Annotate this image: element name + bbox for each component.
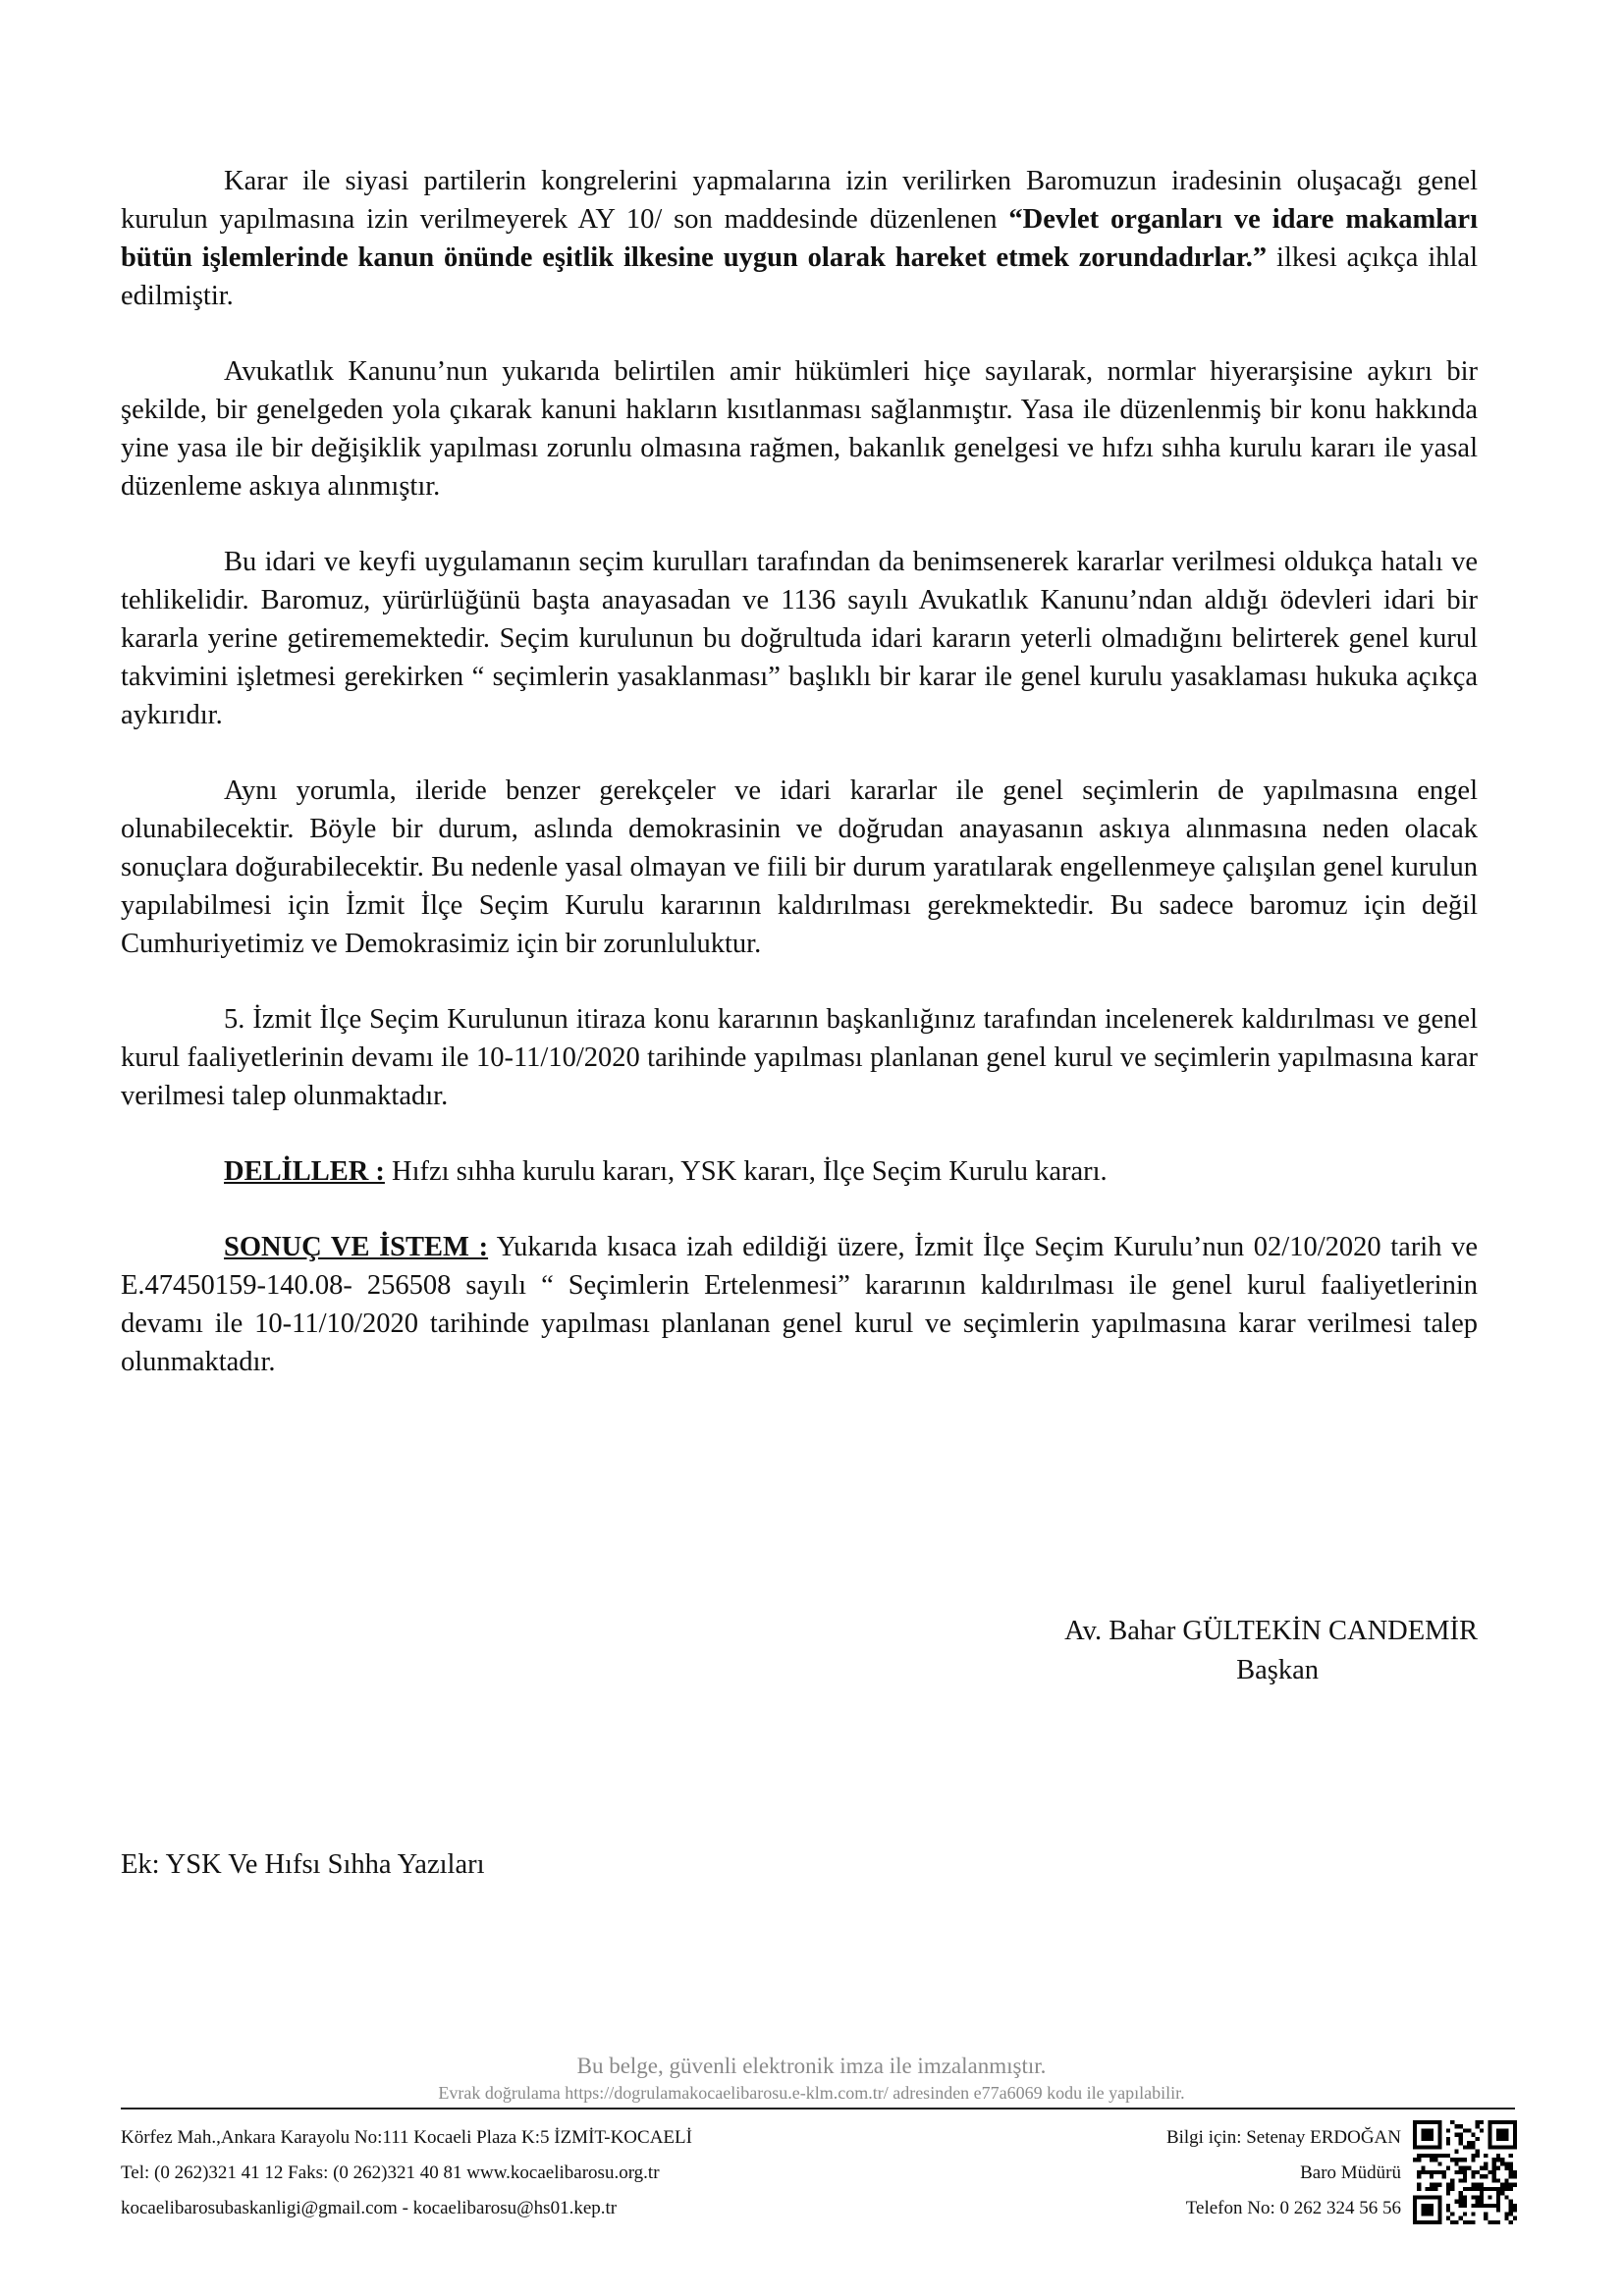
footer-info-contact: Bilgi için: Setenay ERDOĞAN xyxy=(1165,2127,1401,2148)
attachment-note: Ek: YSK Ve Hıfsı Sıhha Yazıları xyxy=(121,1849,485,1880)
paragraph xyxy=(121,352,1478,506)
paragraph xyxy=(121,1000,1478,1115)
footer-contact-left xyxy=(121,2120,692,2226)
footer-info-role: Baro Müdürü xyxy=(1300,2163,1401,2183)
footer-address: Körfez Mah.,Ankara Karayolu No:111 Kocaeli Plaza K:5 İZMİT-KOCAELİ xyxy=(121,2127,692,2148)
section-heading: SONUÇ VE İSTEM : xyxy=(224,1232,489,1262)
paragraph-text: Yukarıda kısaca izah edildiği üzere, İzmit İlçe Seçim Kurulu’nun 02/10/2020 tarih ve E.47450159-140.08- 256508 sayılı “ Seçimlerin Ertelenmesi” kararının kaldırılması ile genel kurul faaliyetlerinin devamı ile 10-11/10/2020 tarihinde yapılması planlanan genel kurul ve seçimlerin yapılmasına karar verilmesi talep olunmaktadır. xyxy=(121,1232,1478,1377)
footer-info-phone: Telefon No: 0 262 324 56 56 xyxy=(1185,2198,1401,2218)
signature-block xyxy=(962,1612,1478,1690)
paragraph-text: Avukatlık Kanunu’nun yukarıda belirtilen amir hükümleri hiçe sayılarak, normlar hiyerarşisine aykırı bir şekilde, bir genelgeden yola çıkarak kanuni hakların kısıtlanması sağlanmıştır. Yasa ile düzenlenmiş bir konu hakkında yine yasa ile bir değişiklik yapılması zorunlu olmasına rağmen, bakanlık genelgesi ve hıfzı sıhha kurulu kararı ile yasal düzenleme askıya alınmıştır. xyxy=(121,356,1478,502)
paragraph xyxy=(121,1228,1478,1381)
section-heading: DELİLLER : xyxy=(224,1156,385,1187)
verification-note: Evrak doğrulama https://dogrulamakocaelibarosu.e-klm.com.tr/ adresinden e77a6069 kodu ile yapılabilir. xyxy=(438,2083,1185,2103)
paragraph xyxy=(121,772,1478,963)
paragraph-text: Aynı yorumla, ileride benzer gerekçeler ve idari kararlar ile genel seçimlerin de yapılmasına engel olunabilecektir. Böyle bir durum, aslında demokrasinin ve doğrudan anayasanın askıya alınmasına neden olacak sonuçlara doğurabilecektir. Bu nedenle yasal olmayan ve fiili bir durum yaratılarak engellenmeye çalışılan genel kurulun yapılabilmesi için İzmit İlçe Seçim Kurulu kararının kaldırılması gerekmektedir. Bu sadece baromuz için değil Cumhuriyetimiz ve Demokrasimiz için bir zorunluluktur. xyxy=(121,775,1478,959)
paragraph-text: “Devlet organları ve idare makamları bütün işlemlerinde kanun önünde eşitlik ilkesine uygun olarak hareket etmek zorundadırlar.” xyxy=(121,204,1479,273)
document-body xyxy=(121,162,1478,1418)
e-signature-statement: Bu belge, güvenli elektronik imza ile imzalanmıştır. xyxy=(576,2054,1047,2078)
footer-phone-fax-web: Tel: (0 262)321 41 12 Faks: (0 262)321 40 81 www.kocaelibarosu.org.tr xyxy=(121,2163,660,2183)
paragraph-text: 5. İzmit İlçe Seçim Kurulunun itiraza konu kararının başkanlığınız tarafından incelenerek kaldırılması ve genel kurul faaliyetlerinin devamı ile 10-11/10/2020 tarihinde yapılması planlanan genel kurul ve seçimlerin yapılmasına karar verilmesi talep olunmaktadır. xyxy=(121,1004,1478,1111)
e-signature-notice xyxy=(0,2052,1623,2105)
signatory-title: Başkan xyxy=(1236,1655,1319,1685)
qr-code-icon xyxy=(1413,2120,1517,2224)
footer-divider xyxy=(121,2108,1515,2109)
paragraph xyxy=(121,1152,1478,1191)
footer-emails: kocaelibarosubaskanligi@gmail.com - kocaelibarosu@hs01.kep.tr xyxy=(121,2198,618,2218)
footer-contact-right xyxy=(1166,2120,1401,2226)
paragraph-text: Karar ile siyasi partilerin kongrelerini yapmalarına izin verilirken Baromuzun iradesinin oluşacağı genel kurulun yapılmasına izin verilmeyerek AY 10/ son maddesinde düzenlenen xyxy=(121,166,1478,235)
paragraph-text: Hıfzı sıhha kurulu kararı, YSK kararı, İlçe Seçim Kurulu kararı. xyxy=(384,1156,1108,1187)
paragraph xyxy=(121,543,1478,734)
paragraph xyxy=(121,162,1478,315)
paragraph-text: ilkesi açıkça ihlal edilmiştir. xyxy=(121,242,1479,311)
signatory-name: Av. Bahar GÜLTEKİN CANDEMİR xyxy=(1064,1616,1478,1646)
paragraph-text: Bu idari ve keyfi uygulamanın seçim kurulları tarafından da benimsenerek kararlar verilmesi oldukça hatalı ve tehlikelidir. Baromuz, yürürlüğünü başta anayasadan ve 1136 sayılı Avukatlık Kanunu’ndan aldığı ödevleri idari bir kararla yerine getirememektedir. Seçim kurulunun bu doğrultuda idari kararın yeterli olmadığını belirterek genel kurul takvimini işletmesi gerekirken “ seçimlerin yasaklanması” başlıklı bir karar ile genel kurulu yasaklaması hukuka açıkça aykırıdır. xyxy=(121,547,1478,730)
